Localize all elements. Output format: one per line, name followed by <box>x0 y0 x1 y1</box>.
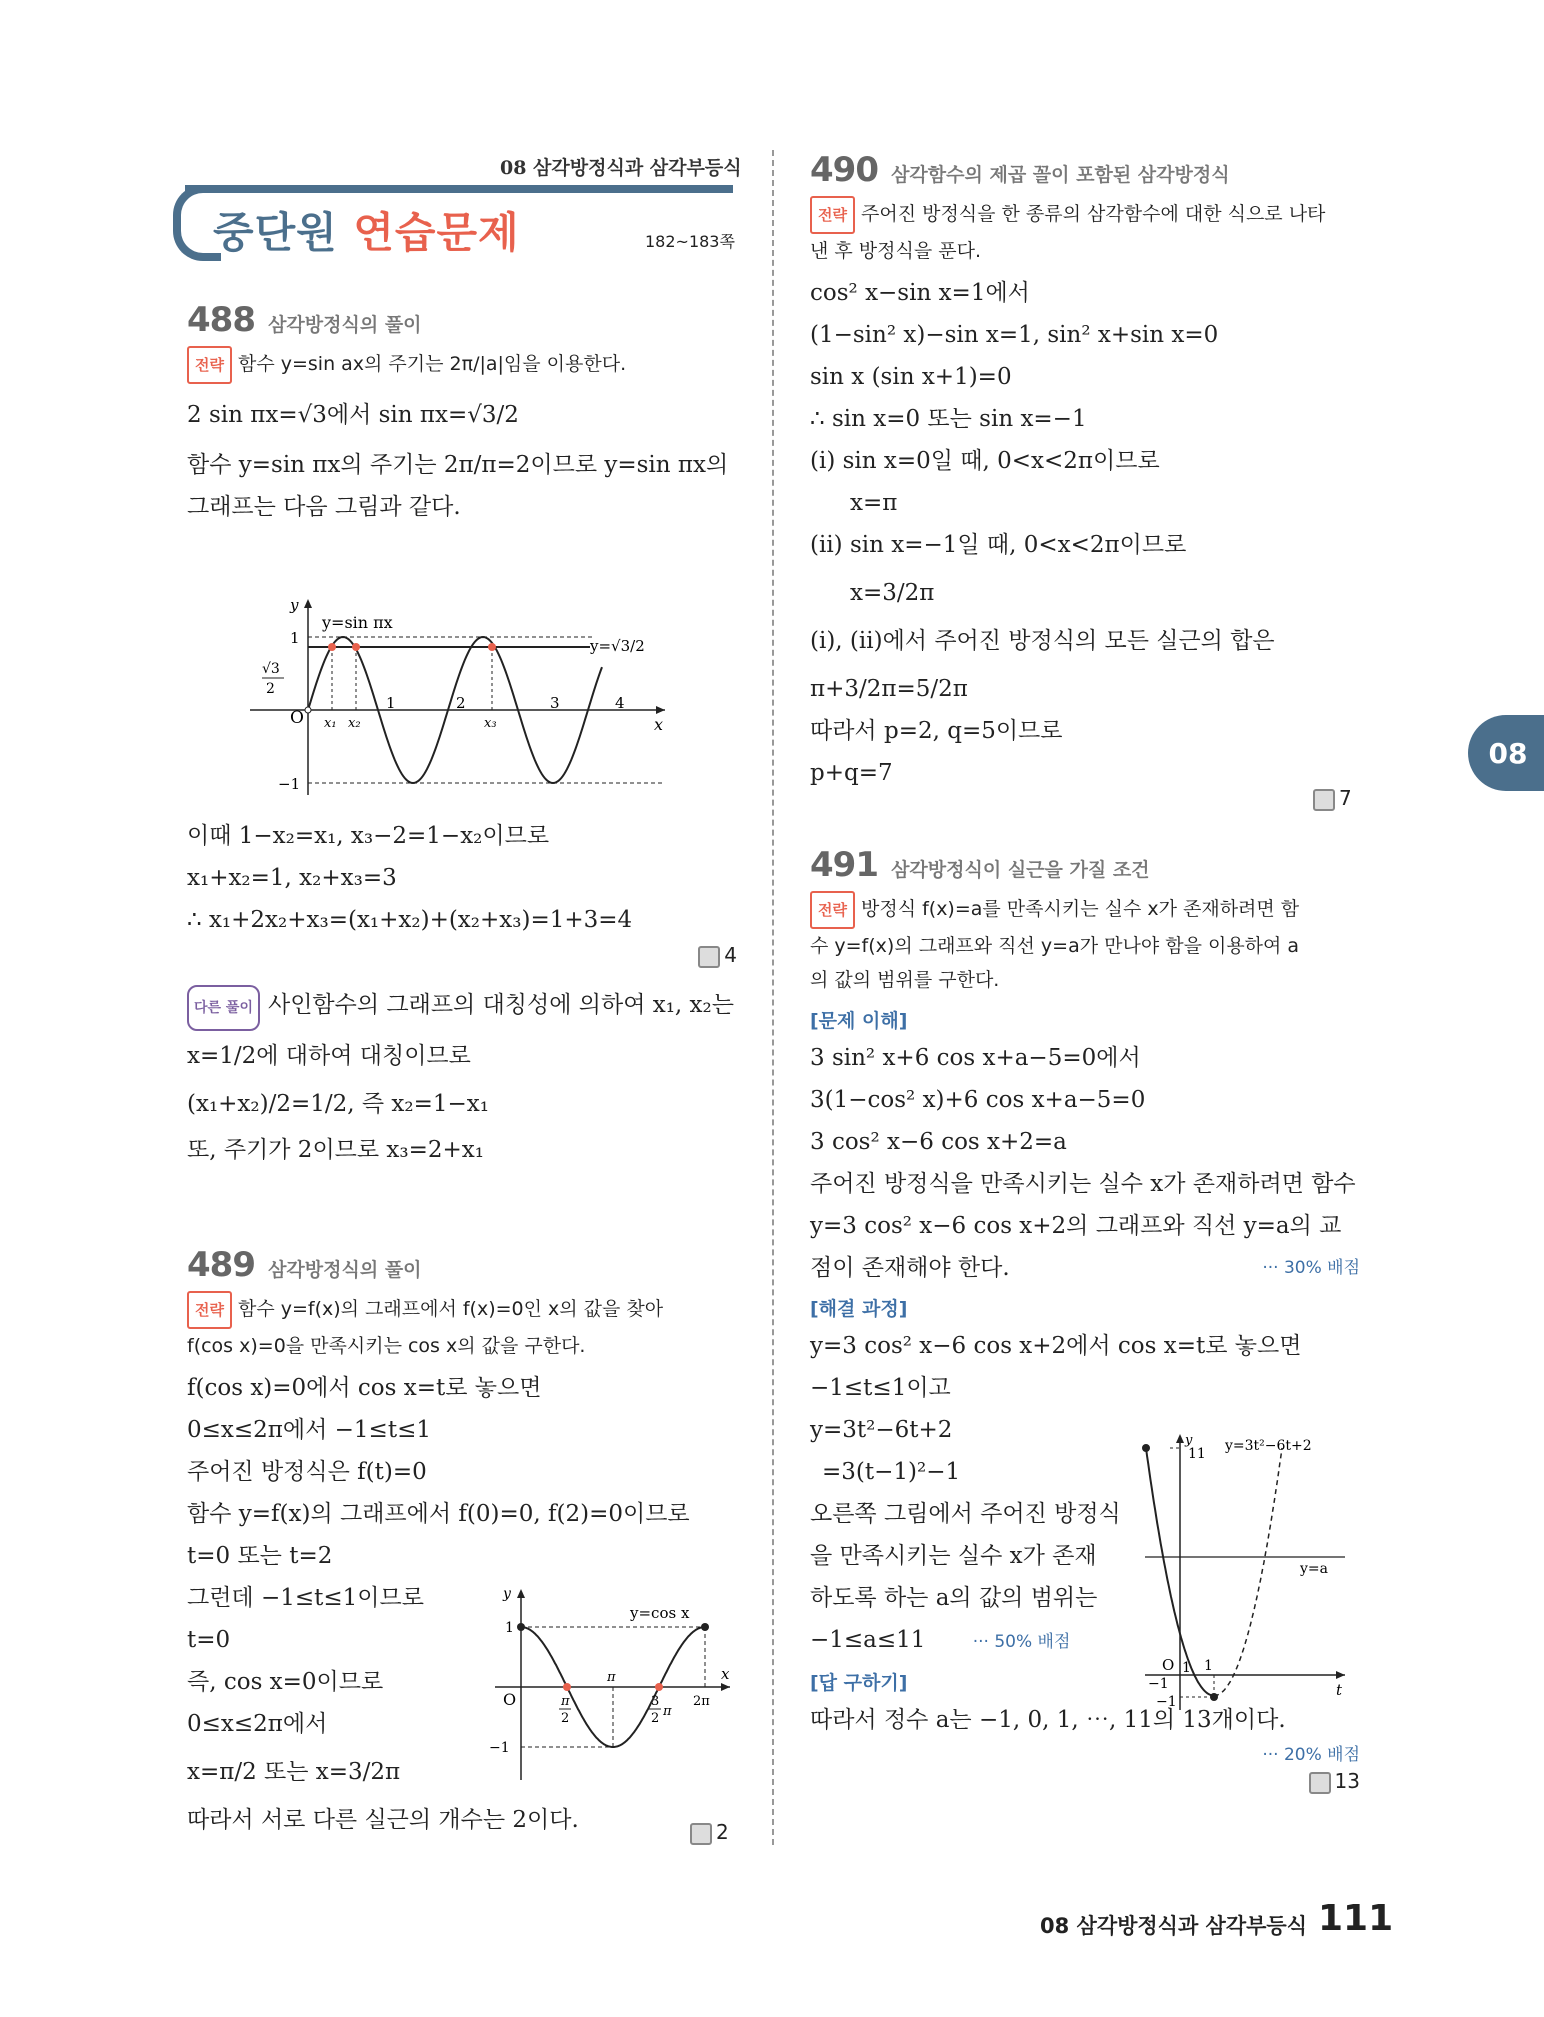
solution-line <box>810 1247 1360 1289</box>
solution-line: 오른쪽 그림에서 주어진 방정식 <box>810 1501 1121 1527</box>
section-title-accent: 연습문제 <box>353 208 520 257</box>
t-axis-arrow <box>1336 1671 1345 1679</box>
strategy <box>187 1291 737 1329</box>
solution-line: y=3 cos² x−6 cos x+2에서 cos x=t로 놓으면 <box>810 1333 1302 1359</box>
answer-value: 2 <box>716 1820 729 1844</box>
y-tick-1: 1 <box>1182 1660 1191 1676</box>
solution-line: 3(1−cos² x)+6 cos x+a−5=0 <box>810 1087 1146 1113</box>
solution-line: 0≤x≤2π에서 −1≤t≤1 <box>187 1417 431 1443</box>
problem-number: 489 <box>187 1245 255 1285</box>
section-heading: [답 구하기] <box>810 1672 908 1694</box>
solution-line: 3 cos² x−6 cos x+2=a <box>810 1129 1067 1155</box>
y-axis-label: y <box>290 596 299 614</box>
strategy-text: f(cos x)=0을 만족시키는 cos x의 값을 구한다. <box>187 1335 586 1357</box>
solution-text: 점이 존재해야 한다. <box>810 1255 1010 1281</box>
section-heading: [해결 과정] <box>810 1298 908 1320</box>
strategy-tag: 전략 <box>187 1291 232 1329</box>
origin-label: O <box>503 1690 517 1709</box>
solution-line: 따라서 정수 a는 −1, 0, 1, ⋯, 11의 13개이다. <box>810 1707 1286 1733</box>
answer-icon <box>1309 1772 1331 1794</box>
solution-line: ∴ x₁+2x₂+x₃=(x₁+x₂)+(x₂+x₃)=1+3=4 <box>187 907 633 933</box>
problem-number: 490 <box>810 150 878 190</box>
answer <box>187 943 737 968</box>
header-rule <box>185 185 733 193</box>
answer-icon <box>1313 789 1335 811</box>
solution-line: −1≤t≤1이고 <box>810 1375 951 1401</box>
x-axis-arrow <box>656 706 665 714</box>
solution-line: 그런데 −1≤t≤1이므로 <box>187 1585 424 1611</box>
y-tick-sqrt3: √3 <box>262 661 280 677</box>
solution-line: 주어진 방정식은 f(t)=0 <box>187 1459 427 1485</box>
x-tick-3: 3 <box>651 1694 660 1709</box>
x-tick-2pi: 2π <box>693 1694 710 1709</box>
problem-title: 삼각방정식이 실근을 가질 조건 <box>891 859 1150 881</box>
y-axis-arrow <box>304 599 312 608</box>
answer-value: 4 <box>724 943 737 967</box>
solution-line: 3 sin² x+6 cos x+a−5=0에서 <box>810 1045 1141 1071</box>
endpoint <box>701 1623 709 1631</box>
origin-point <box>305 707 311 713</box>
section-title-main: 중단원 <box>213 208 338 257</box>
intersection-point <box>352 643 360 651</box>
x3-label: x₃ <box>484 716 497 731</box>
solution-line: 2 sin πx=√3에서 sin πx=√3/2 <box>187 402 519 428</box>
solution-line: x₁+x₂=1, x₂+x₃=3 <box>187 865 397 891</box>
strategy-text: 함수 y=sin ax의 주기는 2π/|a|임을 이용한다. <box>237 353 627 375</box>
strategy-tag: 전략 <box>810 891 855 929</box>
strategy-tag: 전략 <box>810 196 855 234</box>
sine-graph <box>250 595 670 800</box>
root-point <box>563 1683 571 1691</box>
answer-icon <box>690 1823 712 1845</box>
strategy <box>810 196 1360 234</box>
answer-icon <box>698 946 720 968</box>
solution-line: y=3 cos² x−6 cos x+2의 그래프와 직선 y=a의 교 <box>810 1213 1342 1239</box>
section-title <box>213 200 520 260</box>
y-axis-label: y <box>503 1586 511 1602</box>
solution-line: 함수 y=f(x)의 그래프에서 f(0)=0, f(2)=0이므로 <box>187 1501 690 1527</box>
solution-line: 또, 주기가 2이므로 x₃=2+x₁ <box>187 1136 484 1163</box>
x-tick-pi: π <box>607 1670 616 1685</box>
problem-title: 삼각함수의 제곱 꼴이 포함된 삼각방정식 <box>891 164 1230 186</box>
problem-488-cont <box>187 815 737 1171</box>
solution-line: 이때 1−x₂=x₁, x₃−2=1−x₂이므로 <box>187 823 550 849</box>
y-tick-neg1: −1 <box>489 1740 510 1756</box>
solution-line: 따라서 서로 다른 실근의 개수는 2이다. <box>187 1807 579 1833</box>
y-tick-neg1: −1 <box>1156 1694 1177 1710</box>
strategy-text: 낸 후 방정식을 푼다. <box>810 240 981 262</box>
solution-line: p+q=7 <box>810 760 893 786</box>
chapter-header: 08 삼각방정식과 삼각부등식 <box>500 157 742 179</box>
footer-chapter: 08 삼각방정식과 삼각부등식 <box>1040 1914 1307 1938</box>
endpoint <box>1142 1444 1150 1452</box>
solution-line: 함수 y=sin πx의 주기는 2π/π=2이므로 y=sin πx의 <box>187 452 729 478</box>
x-axis-label: x <box>721 1665 730 1683</box>
x2-label: x₂ <box>348 716 361 731</box>
endpoint <box>1210 1693 1218 1701</box>
answer <box>810 1769 1360 1794</box>
solution-line: 즉, cos x=0이므로 <box>187 1669 384 1695</box>
line-label: y=√3/2 <box>590 637 645 655</box>
solution-text: −1≤a≤11 <box>810 1627 926 1653</box>
solution-line: t=0 <box>187 1627 231 1653</box>
strategy-text: 함수 y=f(x)의 그래프에서 f(x)=0인 x의 값을 찾아 <box>237 1298 664 1320</box>
solution-line: (x₁+x₂)/2=1/2, 즉 x₂=1−x₁ <box>187 1090 489 1117</box>
answer-value: 7 <box>1339 786 1352 810</box>
solution-line: x=1/2에 대하여 대칭이므로 <box>187 1042 471 1069</box>
parabola-graph <box>1140 1430 1365 1715</box>
score-note: ··· 30% 배점 <box>1262 1258 1360 1278</box>
y-axis-arrow <box>1176 1434 1184 1443</box>
problem-490 <box>810 150 1360 794</box>
problem-number: 491 <box>810 845 878 885</box>
solution-line: 따라서 p=2, q=5이므로 <box>810 718 1063 744</box>
t-tick-neg1: −1 <box>1148 1676 1169 1692</box>
t-tick-1: 1 <box>1204 1658 1213 1674</box>
solution-line: f(cos x)=0에서 cos x=t로 놓으면 <box>187 1375 542 1401</box>
problem-title: 삼각방정식의 풀이 <box>268 1259 422 1281</box>
solution-line: y=3t²−6t+2 <box>810 1417 953 1443</box>
solution-line: (ⅰ) sin x=0일 때, 0<x<2π이므로 <box>810 448 1160 474</box>
solution-line: t=0 또는 t=2 <box>187 1543 333 1569</box>
page-number: 111 <box>1318 1898 1394 1939</box>
line-label: y=a <box>1300 1561 1328 1577</box>
solution-line: cos² x−sin x=1에서 <box>810 280 1030 306</box>
y-axis-arrow <box>517 1589 525 1598</box>
x-tick-2: 2 <box>456 694 466 712</box>
intersection-point <box>328 643 336 651</box>
solution-line: 주어진 방정식을 만족시키는 실수 x가 존재하려면 함수 <box>810 1171 1356 1197</box>
problem-488 <box>187 300 737 528</box>
solution-line: x=π <box>850 490 898 516</box>
strategy-tag: 전략 <box>187 346 232 384</box>
solution-line: x=3/2π <box>850 580 935 606</box>
alt-solution-tag: 다른 풀이 <box>187 985 260 1031</box>
section-heading: [문제 이해] <box>810 1010 908 1032</box>
origin-label: O <box>290 708 304 728</box>
solution-line: x=π/2 또는 x=3/2π <box>187 1759 401 1785</box>
intersection-point <box>488 643 496 651</box>
cosine-graph <box>485 1585 735 1785</box>
answer <box>690 1820 729 1845</box>
x-axis-arrow <box>721 1683 730 1691</box>
y-tick-2: 2 <box>266 681 275 697</box>
parabola-dashed <box>1214 1448 1282 1696</box>
strategy-text: 주어진 방정식을 한 종류의 삼각함수에 대한 식으로 나타 <box>860 203 1326 225</box>
strategy-text: 방정식 f(x)=a를 만족시키는 실수 x가 존재하려면 함 <box>860 898 1300 920</box>
x-tick-2: 2 <box>651 1711 660 1726</box>
curve-label: y=cos x <box>630 1604 690 1622</box>
y-tick-neg1: −1 <box>278 775 301 793</box>
solution-line: 사인함수의 그래프의 대칭성에 의하여 x₁, x₂는 <box>267 991 734 1018</box>
solution-line: 0≤x≤2π에서 <box>187 1711 328 1737</box>
solution-line: (ⅱ) sin x=−1일 때, 0<x<2π이므로 <box>810 532 1187 558</box>
curve-label: y=3t²−6t+2 <box>1225 1438 1312 1454</box>
curve-label: y=sin πx <box>322 613 393 632</box>
x-tick-pi-half: π <box>561 1694 570 1709</box>
solution-line: sin x (sin x+1)=0 <box>810 364 1012 390</box>
alt-solution <box>187 984 737 1031</box>
strategy-text: 수 y=f(x)의 그래프와 직선 y=a가 만나야 함을 이용하여 a <box>810 935 1300 957</box>
x-axis-label: x <box>654 715 664 734</box>
solution-line: (ⅰ), (ⅱ)에서 주어진 방정식의 모든 실근의 합은 <box>810 628 1275 654</box>
solution-line: ∴ sin x=0 또는 sin x=−1 <box>810 406 1087 432</box>
solution-line: (1−sin² x)−sin x=1, sin² x+sin x=0 <box>810 322 1219 348</box>
solution-line: π+3/2π=5/2π <box>810 676 968 702</box>
endpoint <box>517 1623 525 1631</box>
y-tick-11: 11 <box>1188 1446 1206 1462</box>
x-tick-3: 3 <box>550 694 560 712</box>
score-note: ··· 20% 배점 <box>1262 1745 1360 1765</box>
solution-line: 을 만족시키는 실수 x가 존재 <box>810 1543 1097 1569</box>
answer-value: 13 <box>1334 1769 1360 1793</box>
page-range: 182~183쪽 <box>645 232 735 251</box>
x-tick-pi: π <box>663 1704 672 1719</box>
problem-number: 488 <box>187 300 255 340</box>
strategy <box>810 891 1360 929</box>
solution-line: 그래프는 다음 그림과 같다. <box>187 494 461 520</box>
chapter-side-tab: 08 <box>1468 715 1544 791</box>
answer <box>1313 786 1352 811</box>
strategy-text: 의 값의 범위를 구한다. <box>810 969 1000 991</box>
score-note: ··· 50% 배점 <box>972 1632 1071 1652</box>
origin-label: O <box>1162 1656 1175 1674</box>
x-tick-2: 2 <box>561 1711 570 1726</box>
x1-label: x₁ <box>324 716 337 731</box>
t-axis-label: t <box>1336 1681 1343 1699</box>
x-tick-1: 1 <box>386 694 396 712</box>
solution-line: =3(t−1)²−1 <box>822 1459 961 1485</box>
root-point <box>655 1683 663 1691</box>
problem-title: 삼각방정식의 풀이 <box>268 314 422 336</box>
column-divider <box>772 150 774 1845</box>
x-tick-4: 4 <box>615 694 625 712</box>
y-axis-label: y <box>1185 1433 1193 1448</box>
y-tick-1: 1 <box>505 1620 514 1636</box>
solution-line: 하도록 하는 a의 값의 범위는 <box>810 1585 1098 1611</box>
y-tick-1: 1 <box>290 629 300 647</box>
strategy <box>187 346 737 384</box>
